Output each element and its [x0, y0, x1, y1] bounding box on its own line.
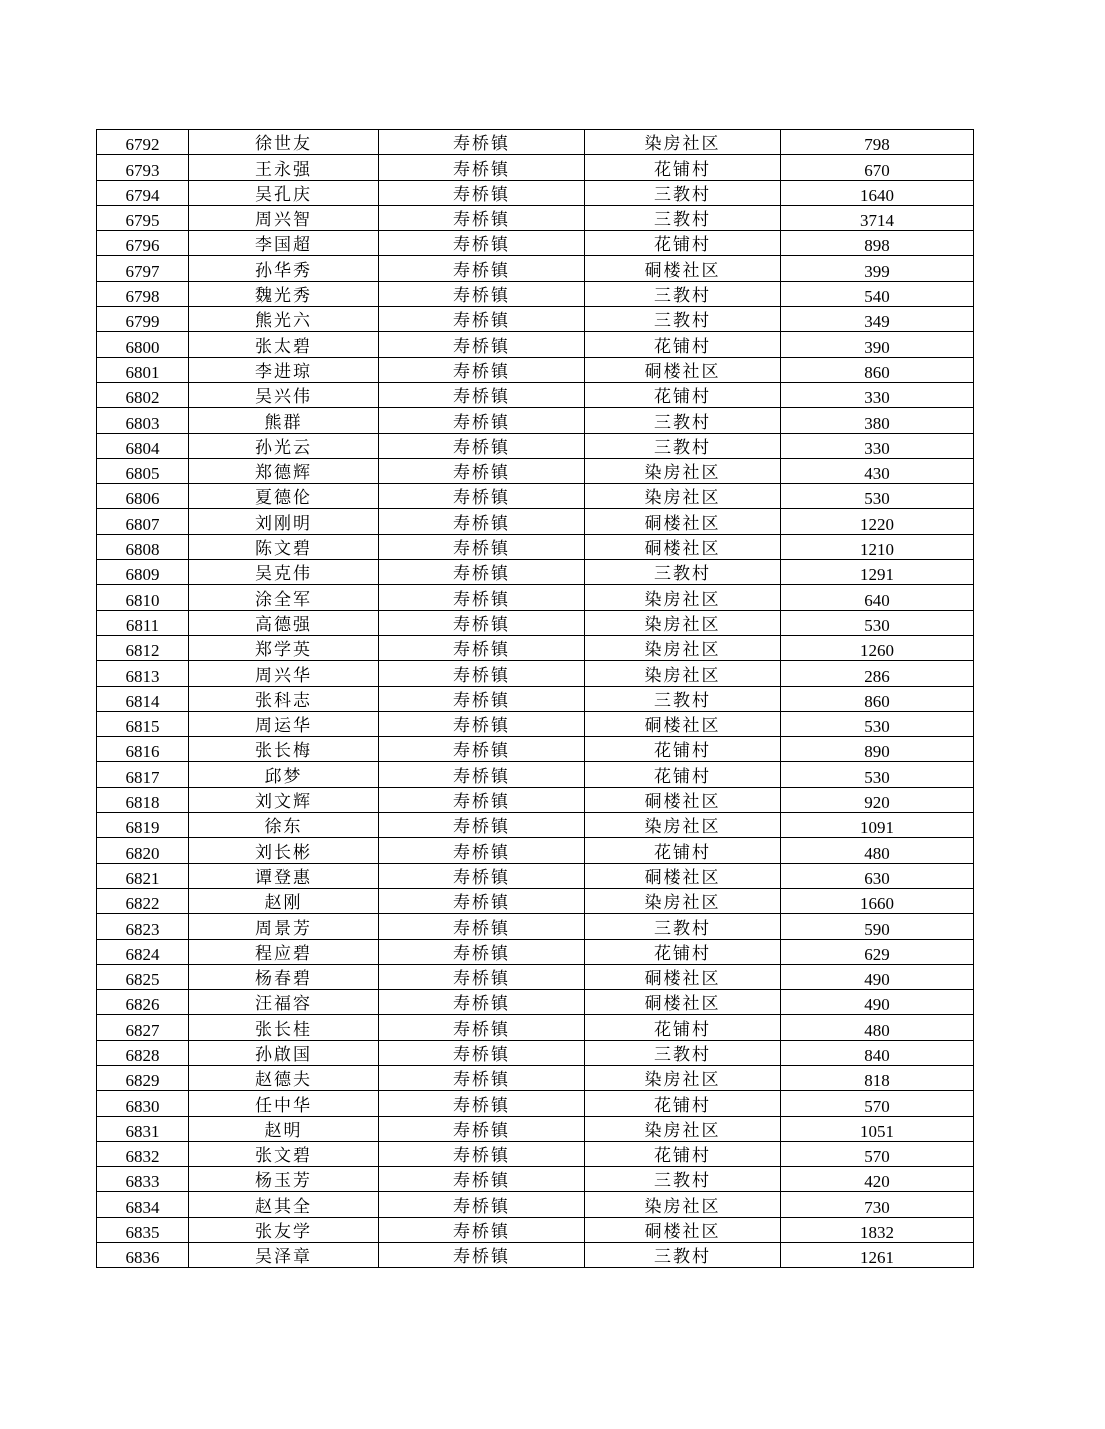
town-cell: 寿桥镇	[379, 1116, 585, 1141]
record-number-cell: 6801	[97, 357, 189, 382]
table-row	[97, 964, 974, 989]
village-cell: 硐楼社区	[585, 534, 781, 559]
village-cell: 花铺村	[585, 382, 781, 407]
table-row	[97, 534, 974, 559]
amount-cell: 630	[781, 863, 974, 888]
village-cell: 花铺村	[585, 737, 781, 762]
record-number-cell: 6831	[97, 1116, 189, 1141]
table-row	[97, 382, 974, 407]
name-cell: 张长桂	[189, 1015, 379, 1040]
table-row	[97, 939, 974, 964]
town-cell: 寿桥镇	[379, 964, 585, 989]
table-row	[97, 256, 974, 281]
table-row	[97, 1015, 974, 1040]
table-row	[97, 888, 974, 913]
table-row	[97, 1141, 974, 1166]
town-cell: 寿桥镇	[379, 990, 585, 1015]
village-cell: 花铺村	[585, 1015, 781, 1040]
amount-cell: 490	[781, 990, 974, 1015]
town-cell: 寿桥镇	[379, 205, 585, 230]
record-number-cell: 6828	[97, 1040, 189, 1065]
name-cell: 周景芳	[189, 914, 379, 939]
town-cell: 寿桥镇	[379, 1217, 585, 1242]
table-row	[97, 509, 974, 534]
amount-cell: 540	[781, 281, 974, 306]
name-cell: 孙华秀	[189, 256, 379, 281]
table-body	[97, 130, 974, 1268]
name-cell: 张友学	[189, 1217, 379, 1242]
table-row	[97, 332, 974, 357]
record-number-cell: 6818	[97, 787, 189, 812]
town-cell: 寿桥镇	[379, 1065, 585, 1090]
amount-cell: 330	[781, 382, 974, 407]
table-row	[97, 484, 974, 509]
amount-cell: 1261	[781, 1243, 974, 1268]
record-number-cell: 6814	[97, 686, 189, 711]
amount-cell: 640	[781, 585, 974, 610]
record-number-cell: 6807	[97, 509, 189, 534]
name-cell: 吴克伟	[189, 560, 379, 585]
amount-cell: 390	[781, 332, 974, 357]
record-number-cell: 6823	[97, 914, 189, 939]
table-row	[97, 1243, 974, 1268]
amount-cell: 380	[781, 408, 974, 433]
amount-cell: 1260	[781, 635, 974, 660]
town-cell: 寿桥镇	[379, 560, 585, 585]
table-row	[97, 408, 974, 433]
town-cell: 寿桥镇	[379, 813, 585, 838]
village-cell: 花铺村	[585, 231, 781, 256]
amount-cell: 570	[781, 1141, 974, 1166]
name-cell: 陈文碧	[189, 534, 379, 559]
amount-cell: 818	[781, 1065, 974, 1090]
table-row	[97, 1217, 974, 1242]
record-number-cell: 6792	[97, 130, 189, 155]
record-number-cell: 6809	[97, 560, 189, 585]
name-cell: 杨玉芳	[189, 1167, 379, 1192]
amount-cell: 480	[781, 838, 974, 863]
town-cell: 寿桥镇	[379, 256, 585, 281]
village-cell: 花铺村	[585, 1091, 781, 1116]
name-cell: 高德强	[189, 610, 379, 635]
amount-cell: 1091	[781, 813, 974, 838]
name-cell: 汪福容	[189, 990, 379, 1015]
village-cell: 硐楼社区	[585, 256, 781, 281]
table-row	[97, 357, 974, 382]
town-cell: 寿桥镇	[379, 787, 585, 812]
village-cell: 染房社区	[585, 1192, 781, 1217]
name-cell: 孙光云	[189, 433, 379, 458]
record-number-cell: 6799	[97, 307, 189, 332]
village-cell: 花铺村	[585, 332, 781, 357]
town-cell: 寿桥镇	[379, 458, 585, 483]
record-number-cell: 6795	[97, 205, 189, 230]
name-cell: 熊群	[189, 408, 379, 433]
table-row	[97, 1116, 974, 1141]
town-cell: 寿桥镇	[379, 307, 585, 332]
record-number-cell: 6800	[97, 332, 189, 357]
record-number-cell: 6796	[97, 231, 189, 256]
town-cell: 寿桥镇	[379, 382, 585, 407]
village-cell: 三教村	[585, 1167, 781, 1192]
name-cell: 徐世友	[189, 130, 379, 155]
table-row	[97, 686, 974, 711]
amount-cell: 3714	[781, 205, 974, 230]
town-cell: 寿桥镇	[379, 1091, 585, 1116]
table-row	[97, 180, 974, 205]
amount-cell: 860	[781, 357, 974, 382]
table-row	[97, 787, 974, 812]
town-cell: 寿桥镇	[379, 888, 585, 913]
table-row	[97, 635, 974, 660]
village-cell: 染房社区	[585, 130, 781, 155]
table-row	[97, 1040, 974, 1065]
village-cell: 染房社区	[585, 888, 781, 913]
village-cell: 硐楼社区	[585, 863, 781, 888]
amount-cell: 286	[781, 661, 974, 686]
table-row	[97, 1091, 974, 1116]
town-cell: 寿桥镇	[379, 433, 585, 458]
name-cell: 徐东	[189, 813, 379, 838]
amount-cell: 530	[781, 762, 974, 787]
data-table	[96, 129, 974, 1268]
village-cell: 染房社区	[585, 661, 781, 686]
record-number-cell: 6834	[97, 1192, 189, 1217]
amount-cell: 399	[781, 256, 974, 281]
village-cell: 染房社区	[585, 458, 781, 483]
name-cell: 熊光六	[189, 307, 379, 332]
village-cell: 三教村	[585, 686, 781, 711]
village-cell: 染房社区	[585, 813, 781, 838]
table-row	[97, 661, 974, 686]
table-row	[97, 1167, 974, 1192]
record-number-cell: 6805	[97, 458, 189, 483]
table-row	[97, 585, 974, 610]
name-cell: 张太碧	[189, 332, 379, 357]
amount-cell: 530	[781, 711, 974, 736]
town-cell: 寿桥镇	[379, 130, 585, 155]
table-row	[97, 762, 974, 787]
town-cell: 寿桥镇	[379, 1192, 585, 1217]
amount-cell: 798	[781, 130, 974, 155]
village-cell: 染房社区	[585, 484, 781, 509]
record-number-cell: 6816	[97, 737, 189, 762]
name-cell: 任中华	[189, 1091, 379, 1116]
village-cell: 染房社区	[585, 610, 781, 635]
amount-cell: 420	[781, 1167, 974, 1192]
amount-cell: 349	[781, 307, 974, 332]
name-cell: 郑学英	[189, 635, 379, 660]
amount-cell: 1220	[781, 509, 974, 534]
record-number-cell: 6817	[97, 762, 189, 787]
name-cell: 张长梅	[189, 737, 379, 762]
village-cell: 硐楼社区	[585, 1217, 781, 1242]
town-cell: 寿桥镇	[379, 914, 585, 939]
town-cell: 寿桥镇	[379, 939, 585, 964]
amount-cell: 920	[781, 787, 974, 812]
record-number-cell: 6806	[97, 484, 189, 509]
amount-cell: 670	[781, 155, 974, 180]
name-cell: 赵其全	[189, 1192, 379, 1217]
town-cell: 寿桥镇	[379, 1040, 585, 1065]
town-cell: 寿桥镇	[379, 762, 585, 787]
town-cell: 寿桥镇	[379, 838, 585, 863]
village-cell: 三教村	[585, 1040, 781, 1065]
amount-cell: 860	[781, 686, 974, 711]
amount-cell: 530	[781, 484, 974, 509]
amount-cell: 530	[781, 610, 974, 635]
record-number-cell: 6829	[97, 1065, 189, 1090]
record-number-cell: 6804	[97, 433, 189, 458]
town-cell: 寿桥镇	[379, 610, 585, 635]
village-cell: 硐楼社区	[585, 787, 781, 812]
record-number-cell: 6811	[97, 610, 189, 635]
table-row	[97, 990, 974, 1015]
town-cell: 寿桥镇	[379, 863, 585, 888]
amount-cell: 490	[781, 964, 974, 989]
amount-cell: 430	[781, 458, 974, 483]
town-cell: 寿桥镇	[379, 661, 585, 686]
table-row	[97, 281, 974, 306]
name-cell: 刘长彬	[189, 838, 379, 863]
name-cell: 夏德伦	[189, 484, 379, 509]
table-row	[97, 838, 974, 863]
name-cell: 张文碧	[189, 1141, 379, 1166]
table-row	[97, 155, 974, 180]
record-number-cell: 6832	[97, 1141, 189, 1166]
name-cell: 谭登惠	[189, 863, 379, 888]
name-cell: 周兴华	[189, 661, 379, 686]
town-cell: 寿桥镇	[379, 509, 585, 534]
village-cell: 三教村	[585, 281, 781, 306]
town-cell: 寿桥镇	[379, 281, 585, 306]
name-cell: 周兴智	[189, 205, 379, 230]
name-cell: 赵德夫	[189, 1065, 379, 1090]
name-cell: 吴泽章	[189, 1243, 379, 1268]
amount-cell: 1660	[781, 888, 974, 913]
town-cell: 寿桥镇	[379, 711, 585, 736]
record-number-cell: 6812	[97, 635, 189, 660]
town-cell: 寿桥镇	[379, 1141, 585, 1166]
name-cell: 孙啟国	[189, 1040, 379, 1065]
record-number-cell: 6826	[97, 990, 189, 1015]
record-number-cell: 6794	[97, 180, 189, 205]
village-cell: 染房社区	[585, 635, 781, 660]
village-cell: 硐楼社区	[585, 357, 781, 382]
record-number-cell: 6824	[97, 939, 189, 964]
table-row	[97, 1065, 974, 1090]
record-number-cell: 6803	[97, 408, 189, 433]
name-cell: 郑德辉	[189, 458, 379, 483]
table-row	[97, 610, 974, 635]
name-cell: 赵刚	[189, 888, 379, 913]
record-number-cell: 6836	[97, 1243, 189, 1268]
village-cell: 花铺村	[585, 1141, 781, 1166]
village-cell: 三教村	[585, 433, 781, 458]
name-cell: 刘文辉	[189, 787, 379, 812]
record-number-cell: 6820	[97, 838, 189, 863]
record-number-cell: 6808	[97, 534, 189, 559]
village-cell: 染房社区	[585, 585, 781, 610]
record-number-cell: 6819	[97, 813, 189, 838]
record-number-cell: 6802	[97, 382, 189, 407]
record-number-cell: 6813	[97, 661, 189, 686]
record-number-cell: 6827	[97, 1015, 189, 1040]
village-cell: 花铺村	[585, 939, 781, 964]
amount-cell: 730	[781, 1192, 974, 1217]
amount-cell: 590	[781, 914, 974, 939]
table-row	[97, 130, 974, 155]
name-cell: 张科志	[189, 686, 379, 711]
village-cell: 花铺村	[585, 155, 781, 180]
name-cell: 涂全军	[189, 585, 379, 610]
amount-cell: 1051	[781, 1116, 974, 1141]
name-cell: 杨春碧	[189, 964, 379, 989]
table-row	[97, 433, 974, 458]
town-cell: 寿桥镇	[379, 534, 585, 559]
record-number-cell: 6830	[97, 1091, 189, 1116]
amount-cell: 890	[781, 737, 974, 762]
table-row	[97, 205, 974, 230]
table-row	[97, 914, 974, 939]
amount-cell: 1832	[781, 1217, 974, 1242]
table-row	[97, 458, 974, 483]
village-cell: 三教村	[585, 408, 781, 433]
village-cell: 硐楼社区	[585, 509, 781, 534]
record-number-cell: 6821	[97, 863, 189, 888]
table-row	[97, 863, 974, 888]
amount-cell: 1291	[781, 560, 974, 585]
village-cell: 三教村	[585, 205, 781, 230]
table-row	[97, 307, 974, 332]
town-cell: 寿桥镇	[379, 408, 585, 433]
name-cell: 周运华	[189, 711, 379, 736]
town-cell: 寿桥镇	[379, 686, 585, 711]
amount-cell: 1210	[781, 534, 974, 559]
town-cell: 寿桥镇	[379, 332, 585, 357]
village-cell: 三教村	[585, 560, 781, 585]
record-number-cell: 6798	[97, 281, 189, 306]
town-cell: 寿桥镇	[379, 231, 585, 256]
name-cell: 吴兴伟	[189, 382, 379, 407]
village-cell: 三教村	[585, 180, 781, 205]
town-cell: 寿桥镇	[379, 357, 585, 382]
village-cell: 染房社区	[585, 1116, 781, 1141]
amount-cell: 1640	[781, 180, 974, 205]
town-cell: 寿桥镇	[379, 1167, 585, 1192]
village-cell: 三教村	[585, 1243, 781, 1268]
record-number-cell: 6833	[97, 1167, 189, 1192]
town-cell: 寿桥镇	[379, 484, 585, 509]
town-cell: 寿桥镇	[379, 635, 585, 660]
name-cell: 李国超	[189, 231, 379, 256]
table-row	[97, 711, 974, 736]
record-number-cell: 6810	[97, 585, 189, 610]
village-cell: 三教村	[585, 307, 781, 332]
town-cell: 寿桥镇	[379, 585, 585, 610]
table-row	[97, 231, 974, 256]
record-number-cell: 6822	[97, 888, 189, 913]
name-cell: 程应碧	[189, 939, 379, 964]
name-cell: 赵明	[189, 1116, 379, 1141]
table-row	[97, 1192, 974, 1217]
town-cell: 寿桥镇	[379, 737, 585, 762]
name-cell: 魏光秀	[189, 281, 379, 306]
village-cell: 三教村	[585, 914, 781, 939]
table-row	[97, 560, 974, 585]
record-number-cell: 6835	[97, 1217, 189, 1242]
amount-cell: 330	[781, 433, 974, 458]
village-cell: 花铺村	[585, 838, 781, 863]
name-cell: 邱梦	[189, 762, 379, 787]
record-number-cell: 6825	[97, 964, 189, 989]
town-cell: 寿桥镇	[379, 1015, 585, 1040]
table-row	[97, 737, 974, 762]
town-cell: 寿桥镇	[379, 180, 585, 205]
name-cell: 刘刚明	[189, 509, 379, 534]
village-cell: 硐楼社区	[585, 990, 781, 1015]
table-row	[97, 813, 974, 838]
village-cell: 硐楼社区	[585, 711, 781, 736]
name-cell: 王永强	[189, 155, 379, 180]
town-cell: 寿桥镇	[379, 1243, 585, 1268]
record-number-cell: 6815	[97, 711, 189, 736]
village-cell: 染房社区	[585, 1065, 781, 1090]
village-cell: 花铺村	[585, 762, 781, 787]
record-number-cell: 6793	[97, 155, 189, 180]
record-number-cell: 6797	[97, 256, 189, 281]
name-cell: 李进琼	[189, 357, 379, 382]
amount-cell: 840	[781, 1040, 974, 1065]
amount-cell: 570	[781, 1091, 974, 1116]
name-cell: 吴孔庆	[189, 180, 379, 205]
town-cell: 寿桥镇	[379, 155, 585, 180]
amount-cell: 480	[781, 1015, 974, 1040]
amount-cell: 898	[781, 231, 974, 256]
village-cell: 硐楼社区	[585, 964, 781, 989]
amount-cell: 629	[781, 939, 974, 964]
